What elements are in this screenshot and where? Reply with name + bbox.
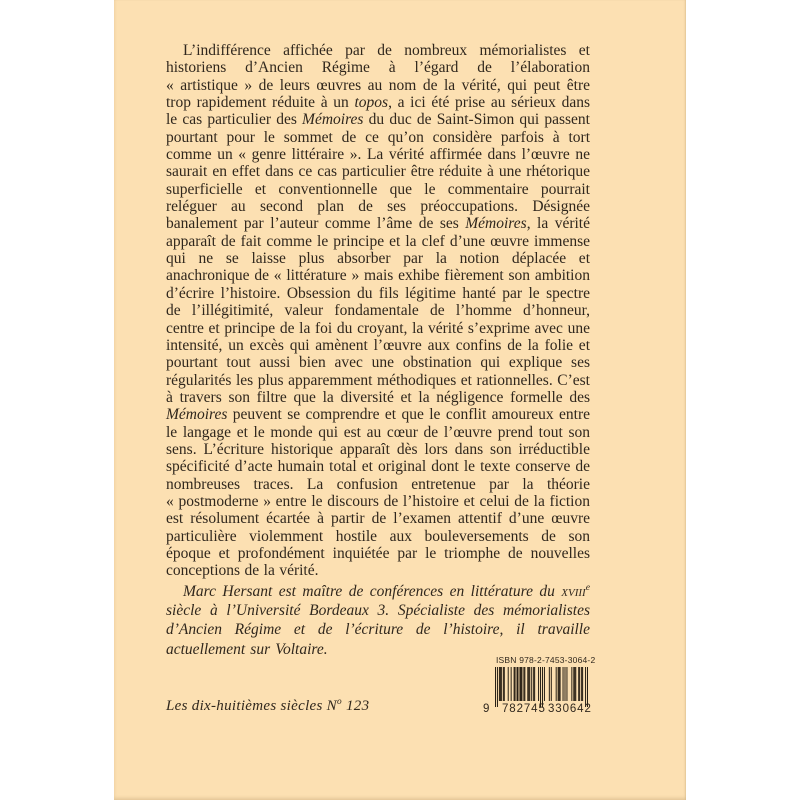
book-back-cover [114,0,686,800]
author-bio-paragraph: Marc Hersant est maître de conférences en littérature du xviii$^e$ siècle à l’Université Bordeaux 3. Spécialiste des mémorialistes d’Ancien Régime et de l’écriture de l’histoire, il travaille actuellement sur Voltaire. [166,581,590,658]
isbn-label: ISBN 978-2-7453-3064-2 [496,655,596,665]
synopsis-paragraph: L’indifférence affichée par de nombreux mémorialistes et historiens d’Ancien Régime à l’égard de l’élaboration « artistique » de leurs œuvres au nom de la vérité, qui peut être trop rapidement réduite à un topos, a ici été prise au sérieux dans le cas particulier des Mémoires du duc de Saint-Simon qui passent pourtant pour le sommet de ce qu’on considère parfois à tort comme un « genre littéraire ». La vérité affirmée dans l’œuvre ne saurait en effet dans ce cas particulier être réduite à une rhétorique superficielle et conventionnelle que le commentaire pourrait reléguer au second plan de ses préoccupations. Désignée banalement par l’auteur comme l’âme de ses Mémoires, la vérité apparaît de fait comme le principe et la clef d’une œuvre immense qui ne se laisse plus absorber par la notion déplacée et anachronique de « littérature » mais exhibe fièrement son ambition d’écrire l’histoire. Obsession du fils légitime hanté par le spectre de l’illégitimité, valeur fondamentale de l’homme d’honneur, centre et principe de la foi du croyant, la vérité s’exprime avec une intensité, un excès qui amènent l’œuvre aux confins de la folie et pourtant tout aussi bien avec une obstination qui explique ses régularités les plus apparemment méthodiques et rationnelles. C’est à travers son filtre que la diversité et la négligence formelle des Mémoires peuvent se comprendre et que le conflit amoureux entre le langage et le monde qui est au cœur de l’œuvre prend tout son sens. L’écriture historique apparaît dès lors dans son irréductible spécificité d’acte humain total et original dont le texte conserve de nombreuses traces. La confusion entretenue par la théorie « postmoderne » entre le discours de l’histoire et celui de la fiction est résolument écartée à partir de l’examen attentif d’une œuvre particulière violemment hostile aux bouleversements de son époque et profondément inquiétée par le triomphe de nouvelles conceptions de la vérité. [166,42,591,580]
barcode-digits-left-group: 782745 [502,703,546,715]
collection-series-line: Les dix-huitièmes siècles $N^o$ 123 [166,697,370,714]
isbn-barcode-block [483,655,596,719]
barcode-digits-right-group: 330642 [548,703,592,715]
ean13-barcode-icon [495,667,588,707]
barcode-digit-first: 9 [483,703,491,715]
